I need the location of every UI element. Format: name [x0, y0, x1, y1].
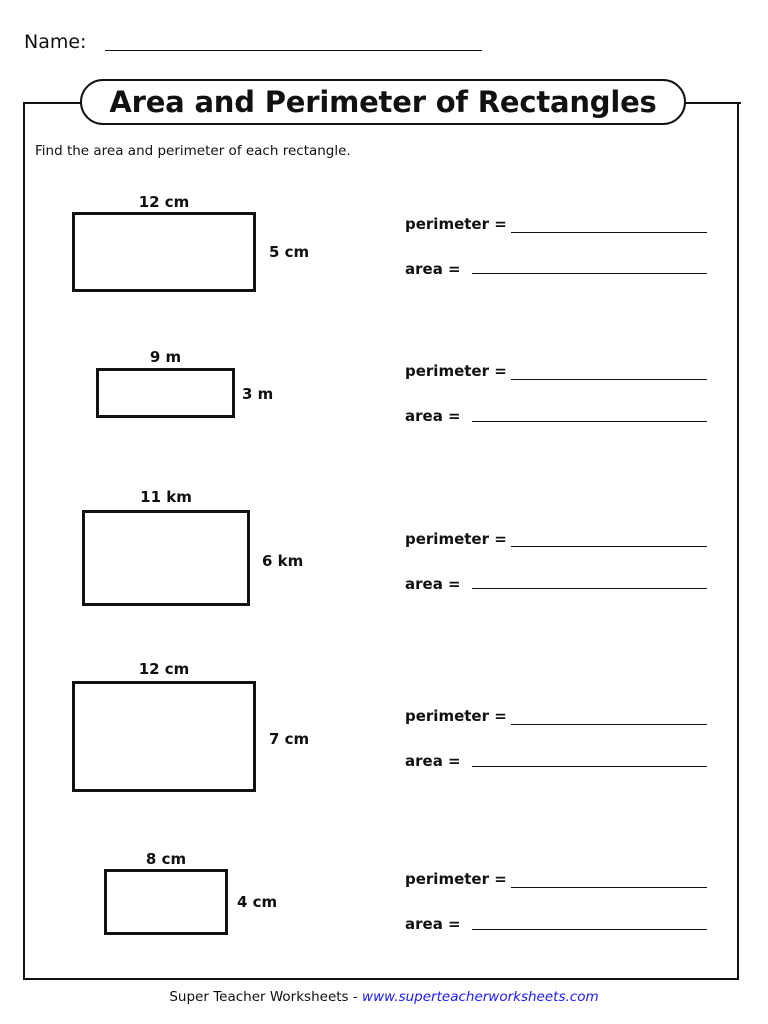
perimeter-answer-line[interactable]: [511, 724, 707, 725]
rectangle-figure: [82, 510, 250, 606]
perimeter-label: perimeter =: [405, 530, 507, 548]
perimeter-label: perimeter =: [405, 870, 507, 888]
rectangle-width-label: 11 km: [140, 488, 192, 506]
area-answer-line[interactable]: [472, 588, 707, 589]
rectangle-width-label: 8 cm: [145, 850, 187, 868]
rectangle-width-label: 12 cm: [138, 193, 190, 211]
area-answer-line[interactable]: [472, 421, 707, 422]
rectangle-width-label: 9 m: [149, 348, 182, 366]
perimeter-label: perimeter =: [405, 215, 507, 233]
perimeter-answer-line[interactable]: [511, 887, 707, 888]
title-banner: [80, 79, 686, 125]
perimeter-answer-line[interactable]: [511, 379, 707, 380]
footer-text: Super Teacher Worksheets -: [169, 989, 363, 1005]
rectangle-figure: [96, 368, 235, 418]
rectangle-height-label: 5 cm: [269, 243, 310, 261]
area-answer-line[interactable]: [472, 929, 707, 930]
rectangle-height-label: 4 cm: [237, 893, 278, 911]
frame-top-border-right: [684, 102, 741, 104]
footer: [0, 988, 768, 1006]
area-answer-line[interactable]: [472, 273, 707, 274]
perimeter-label: perimeter =: [405, 362, 507, 380]
rectangle-height-label: 7 cm: [269, 730, 310, 748]
rectangle-width-label: 12 cm: [138, 660, 190, 678]
name-label: Name:: [24, 31, 87, 53]
area-label: area =: [405, 407, 461, 425]
rectangle-figure: [72, 681, 256, 792]
perimeter-label: perimeter =: [405, 707, 507, 725]
rectangle-height-label: 3 m: [242, 385, 274, 403]
area-label: area =: [405, 915, 461, 933]
name-answer-line[interactable]: [105, 50, 482, 51]
rectangle-height-label: 6 km: [262, 552, 304, 570]
area-label: area =: [405, 575, 461, 593]
frame-top-border-left: [23, 102, 85, 104]
area-label: area =: [405, 260, 461, 278]
perimeter-answer-line[interactable]: [511, 546, 707, 547]
page-title: Area and Perimeter of Rectangles: [109, 85, 657, 119]
perimeter-answer-line[interactable]: [511, 232, 707, 233]
area-answer-line[interactable]: [472, 766, 707, 767]
area-label: area =: [405, 752, 461, 770]
rectangle-figure: [104, 869, 228, 935]
instructions: Find the area and perimeter of each rectangle.: [35, 143, 351, 159]
rectangle-figure: [72, 212, 256, 292]
footer-link[interactable]: www.superteacherworksheets.com: [362, 989, 599, 1005]
